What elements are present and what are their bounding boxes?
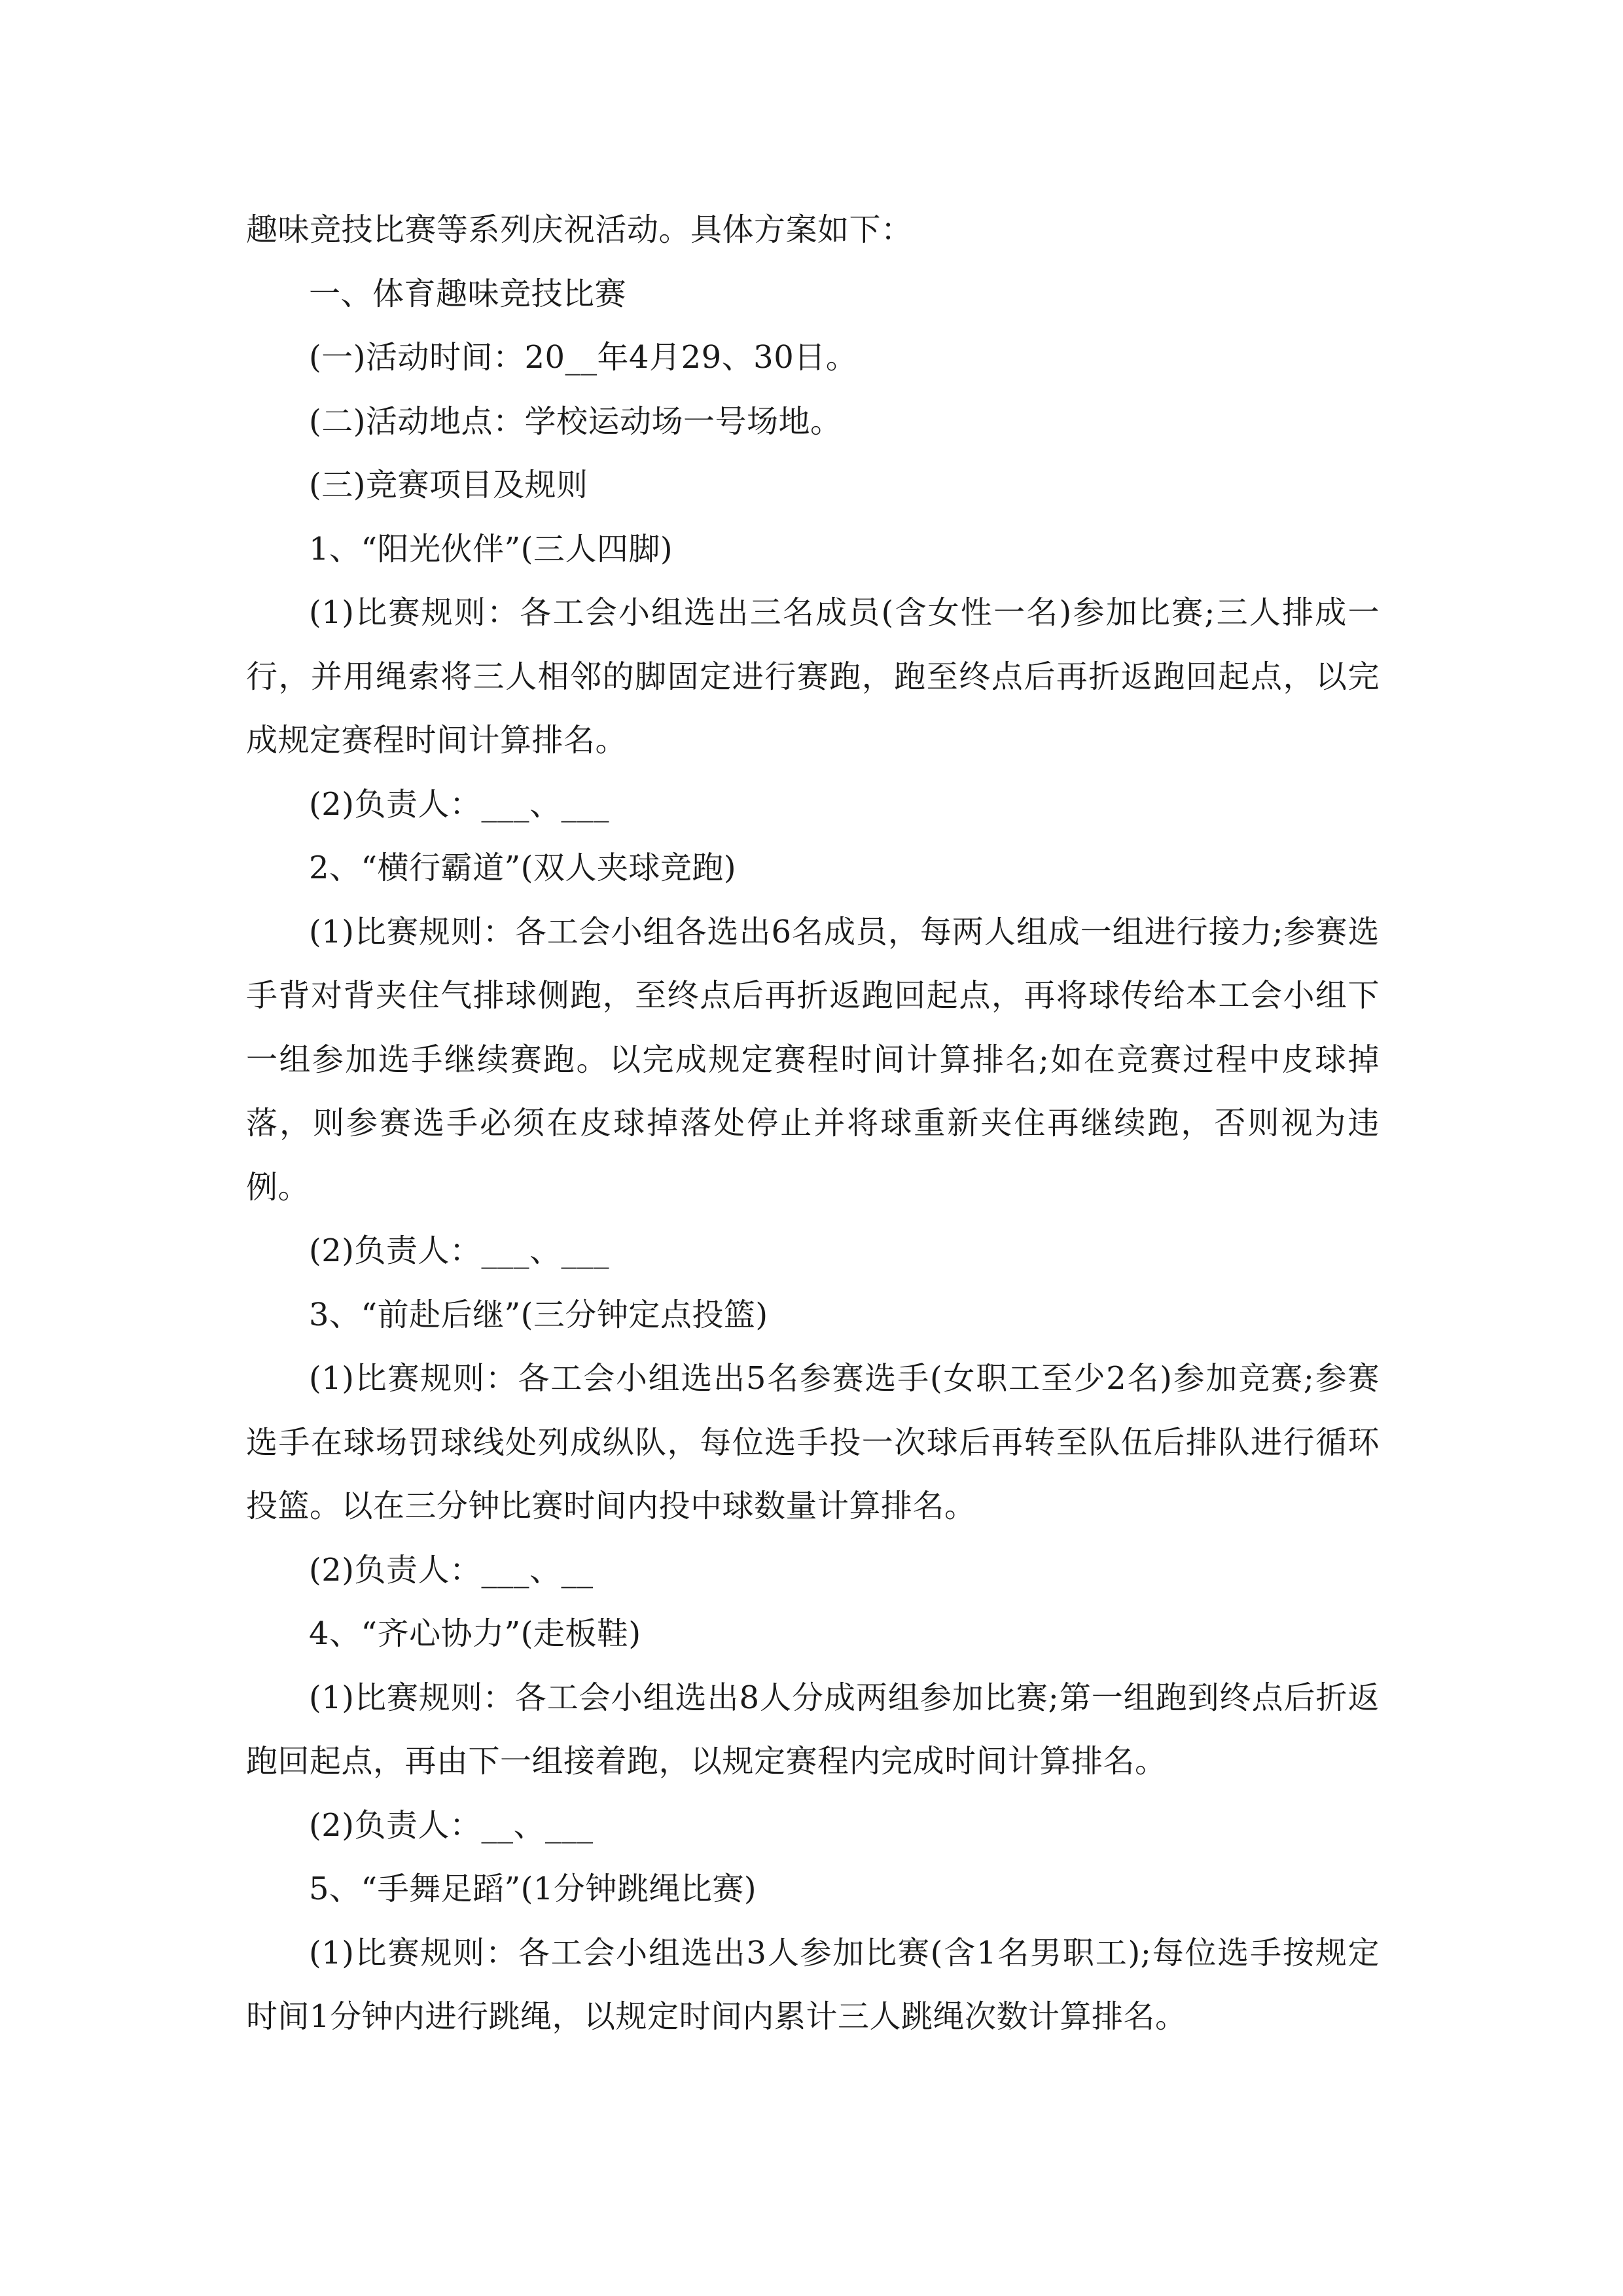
heading-event-3: 3、“前赴后继”(三分钟定点投篮)	[309, 1296, 768, 1333]
paragraph-event-3-rules: (1)比赛规则：各工会小组选出5名参赛选手(女职工至少2名)参加竞赛;参赛选手在球场罚球线处列成纵队，每位选手投一次球后再转至队伍后排队进行循环投篮。以在三分钟比赛时间内投中球数量计算排名。	[246, 1360, 1380, 1524]
heading-sports-competition: 一、体育趣味竞技比赛	[309, 275, 627, 312]
paragraph-event-4-rules: (1)比赛规则：各工会小组选出8人分成两组参加比赛;第一组跑到终点后折返跑回起点，再由下一组接着跑，以规定赛程内完成时间计算排名。	[246, 1679, 1380, 1780]
heading-event-1: 1、“阳光伙伴”(三人四脚)	[309, 530, 673, 567]
paragraph-event-2-person-in-charge: (2)负责人：___、___	[309, 1232, 609, 1269]
paragraph-intro-continuation: 趣味竞技比赛等系列庆祝活动。具体方案如下：	[246, 211, 913, 248]
paragraph-event-3-person-in-charge: (2)负责人：___、__	[309, 1551, 594, 1588]
heading-event-5: 5、“手舞足蹈”(1分钟跳绳比赛)	[309, 1871, 757, 1907]
paragraph-event-1-person-in-charge: (2)负责人：___、___	[309, 785, 609, 823]
paragraph-event-5-rules: (1)比赛规则：各工会小组选出3人参加比赛(含1名男职工);每位选手按规定时间1分钟内进行跳绳，以规定时间内累计三人跳绳次数计算排名。	[246, 1934, 1380, 2035]
document-body	[246, 198, 1380, 2049]
heading-events-and-rules: (三)竞赛项目及规则	[309, 467, 588, 503]
paragraph-event-4-person-in-charge: (2)负责人：__、___	[309, 1806, 594, 1844]
paragraph-activity-time: (一)活动时间：20__年4月29、30日。	[309, 339, 858, 376]
paragraph-event-2-rules: (1)比赛规则：各工会小组各选出6名成员，每两人组成一组进行接力;参赛选手背对背夹住气排球侧跑，至终点后再折返跑回起点，再将球传给本工会小组下一组参加选手继续赛跑。以完成规定赛程时间计算排名;如在竞赛过程中皮球掉落，则参赛选手必须在皮球掉落处停止并将球重新夹住再继续跑，否则视为违例。	[246, 913, 1380, 1206]
heading-event-2: 2、“横行霸道”(双人夹球竞跑)	[309, 850, 737, 886]
heading-event-4: 4、“齐心协力”(走板鞋)	[309, 1615, 641, 1652]
paragraph-activity-location: (二)活动地点：学校运动场一号场地。	[309, 403, 842, 440]
paragraph-event-1-rules: (1)比赛规则：各工会小组选出三名成员(含女性一名)参加比赛;三人排成一行，并用绳索将三人相邻的脚固定进行赛跑，跑至终点后再折返跑回起点，以完成规定赛程时间计算排名。	[246, 594, 1380, 759]
